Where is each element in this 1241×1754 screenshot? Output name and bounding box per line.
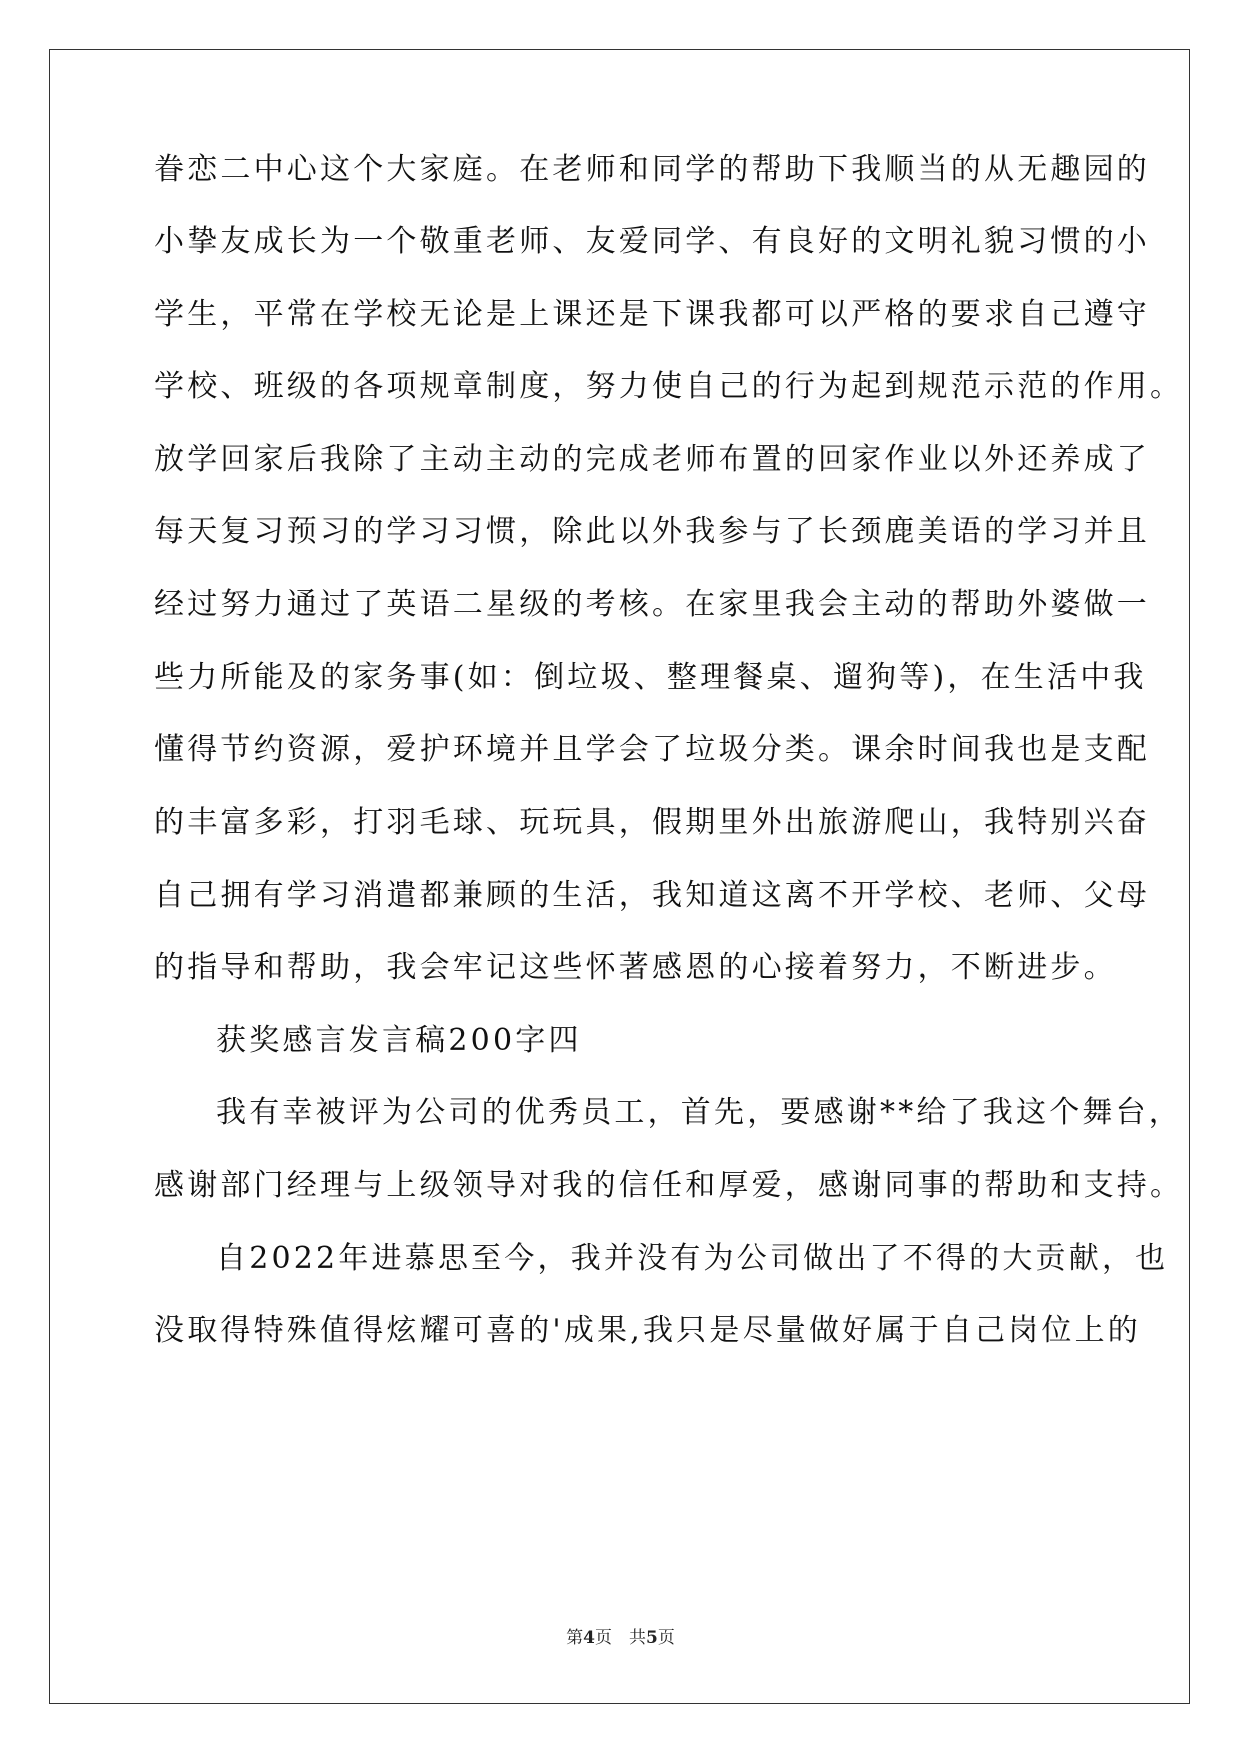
body-line: 我有幸被评为公司的优秀员工，首先，要感谢**给了我这个舞台， [216,1095,1182,1130]
body-line: 的丰富多彩，打羽毛球、玩玩具，假期里外出旅游爬山，我特别兴奋 [154,805,1150,840]
page-footer [0,1627,1241,1649]
body-line: 经过努力通过了英语二星级的考核。在家里我会主动的帮助外婆做一 [154,587,1150,622]
footer-suffix: 页 [657,1628,675,1648]
footer-mid: 页 共 [595,1628,646,1648]
body-line: 没取得特殊值得炫耀可喜的'成果,我只是尽量做好属于自己岗位上的 [154,1313,1141,1348]
body-line: 学校、班级的各项规章制度，努力使自己的行为起到规范示范的作用。 [154,369,1184,404]
body-line: 眷恋二中心这个大家庭。在老师和同学的帮助下我顺当的从无趣园的 [154,152,1150,187]
section-heading: 获奖感言发言稿200字四 [216,1023,582,1058]
current-page-number: 4 [583,1628,595,1648]
body-line: 的指导和帮助，我会牢记这些怀著感恩的心接着努力，不断进步。 [154,950,1117,985]
body-line: 学生，平常在学校无论是上课还是下课我都可以严格的要求自己遵守 [154,297,1150,332]
body-line: 小挚友成长为一个敬重老师、友爱同学、有良好的文明礼貌习惯的小 [154,224,1150,259]
body-line: 懂得节约资源，爱护环境并且学会了垃圾分类。课余时间我也是支配 [154,732,1150,767]
footer-prefix: 第 [566,1628,584,1648]
body-line: 自2022年进慕思至今，我并没有为公司做出了不得的大贡献，也 [216,1241,1169,1276]
body-line: 感谢部门经理与上级领导对我的信任和厚爱，感谢同事的帮助和支持。 [154,1168,1184,1203]
body-line: 自己拥有学习消遣都兼顾的生活，我知道这离不开学校、老师、父母 [154,878,1150,913]
body-line: 每天复习预习的学习习惯，除此以外我参与了长颈鹿美语的学习并且 [154,514,1150,549]
body-line: 些力所能及的家务事(如：倒垃圾、整理餐桌、遛狗等)，在生活中我 [154,660,1147,695]
body-line: 放学回家后我除了主动主动的完成老师布置的回家作业以外还养成了 [154,442,1150,477]
total-page-count: 5 [646,1628,658,1648]
